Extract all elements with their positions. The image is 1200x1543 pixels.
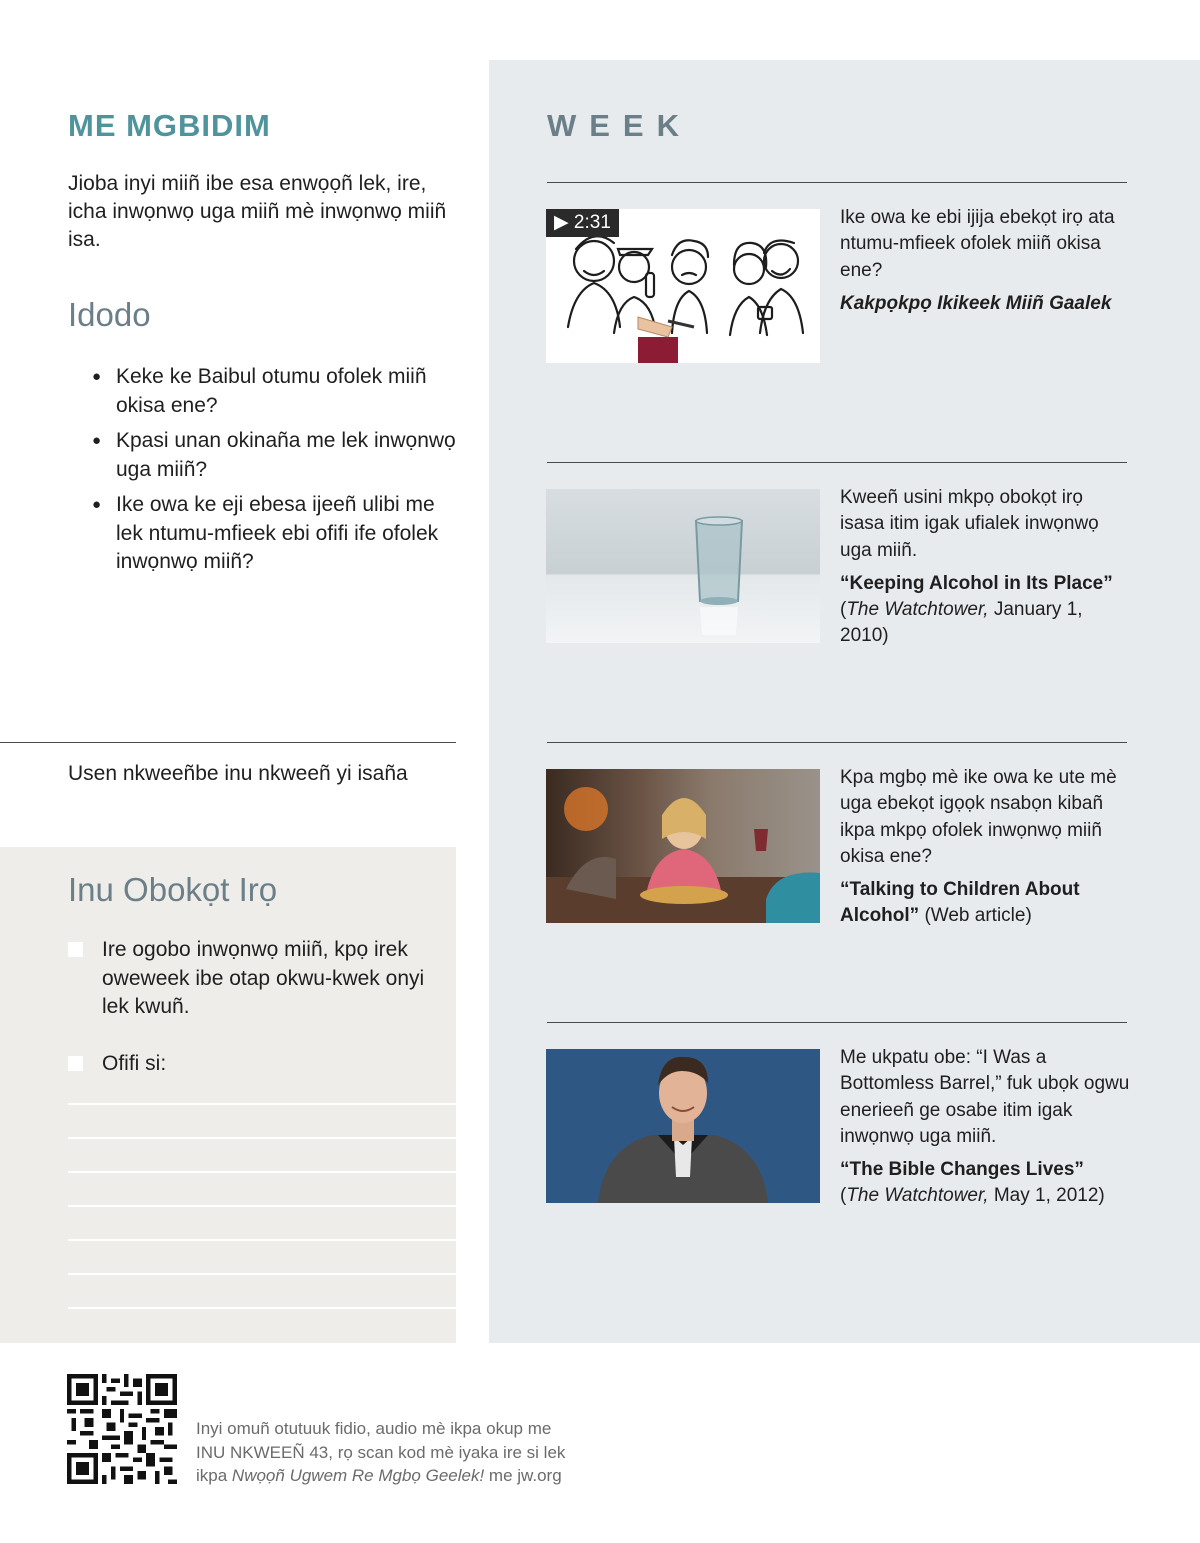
resource-image[interactable] — [546, 1049, 820, 1203]
resource-title-link[interactable]: Kakpọkpọ Ikikeek Miiñ Gaalek — [840, 292, 1112, 314]
resource-item — [840, 1045, 1130, 1210]
resource-image[interactable] — [546, 769, 820, 923]
action-title: Inu Obokọt Irọ — [68, 871, 278, 908]
questions-title: Idodo — [68, 296, 151, 333]
checkbox[interactable] — [68, 942, 83, 957]
family-dinner-image — [546, 769, 820, 923]
resource-source: (Web article) — [919, 905, 1032, 927]
resource-item — [840, 765, 1130, 930]
section-heading-me-mgbidim: ME MGBIDIM — [68, 108, 271, 143]
resource-image[interactable] — [546, 489, 820, 643]
resource-item — [840, 485, 1130, 650]
resource-item — [840, 205, 1130, 317]
writing-line[interactable] — [68, 1103, 456, 1105]
section-heading-week: WEEK — [547, 108, 692, 143]
footer-note — [196, 1417, 626, 1488]
man-portrait-image — [546, 1049, 820, 1203]
footer-line: ikpa Nwọọñ Ugwem Re Mgbọ Geelek! me jw.org — [196, 1466, 562, 1485]
writing-line[interactable] — [68, 1307, 456, 1309]
footer-line: Inyi omuñ otutuuk fidio, audio mè ikpa okup me — [196, 1419, 552, 1438]
divider — [547, 462, 1127, 463]
resource-description: Me ukpatu obe: “I Was a Bottomless Barrel,” fuk ubọk ogwu enerieeñ ge osabe itim igak inwọnwọ uga miiñ. — [840, 1047, 1130, 1147]
action-box — [0, 847, 456, 1343]
resource-title-link[interactable]: “The Bible Changes Lives” — [840, 1159, 1084, 1181]
resource-source: (The Watchtower, May 1, 2012) — [840, 1185, 1105, 1207]
writing-line[interactable] — [68, 1273, 456, 1275]
resource-title-link[interactable]: “Keeping Alcohol in Its Place” — [840, 572, 1113, 594]
divider — [547, 1022, 1127, 1023]
resource-description: Kpa mgbọ mè ike owa ke ute mè uga ebekọt igọọk nsabọn kibañ ikpa mkpọ ofolek inwọnwọ miiñ okisa ene? — [840, 767, 1117, 867]
resource-description: Ike owa ke ebi ijija ebekọt irọ ata ntumu-mfieek ofolek miiñ okisa ene? — [840, 207, 1115, 281]
question-list — [92, 363, 462, 584]
footer-line: INU NKWEEÑ 43, rọ scan kod mè iyaka ire si lek — [196, 1442, 566, 1462]
question-item: ● Kpasi unan okinaña me lek inwọnwọ uga miiñ? — [92, 427, 462, 484]
duration-label: 2:31 — [573, 212, 611, 233]
action-item-label: Ofifi si: — [102, 1052, 167, 1075]
divider — [547, 182, 1127, 183]
jw-org-link[interactable]: me jw.org — [484, 1466, 562, 1485]
video-duration — [546, 209, 619, 237]
question-item: ● Ike owa ke eji ebesa ijeeñ ulibi me lek ntumu-mfieek ebi ofifi ife ofolek inwọnwọ miiñ? — [92, 491, 462, 577]
writing-line[interactable] — [68, 1205, 456, 1207]
divider — [547, 742, 1127, 743]
resource-source: (The Watchtower, January 1, 2010) — [840, 599, 1083, 647]
glass-of-water-image — [546, 489, 820, 643]
question-item: ● Keke ke Baibul otumu ofolek miiñ okisa ene? — [92, 363, 462, 420]
resource-description: Kweeñ usini mkpọ obokọt irọ isasa itim igak ufialek inwọnwọ uga miiñ. — [840, 487, 1099, 561]
writing-line[interactable] — [68, 1171, 456, 1173]
resource-title-link[interactable]: “Talking to Children About Alcohol” (Web article) — [840, 879, 1080, 927]
action-item-label: Ire ogobo inwọnwọ miiñ, kpọ irek oweweek ibe otap okwu-kwek onyi lek kwuñ. — [102, 938, 425, 1018]
divider — [0, 742, 456, 743]
writing-line[interactable] — [68, 1239, 456, 1241]
action-item — [68, 936, 438, 1022]
play-icon: ▶ — [554, 212, 569, 233]
checkbox[interactable] — [68, 1056, 83, 1071]
writing-line[interactable] — [68, 1137, 456, 1139]
action-item — [68, 1050, 438, 1079]
intro-paragraph: Jioba inyi miiñ ibe esa enwọọñ lek, ire, icha inwọnwọ uga miiñ mè inwọnwọ miiñ isa. — [68, 172, 447, 251]
verse-note: Usen nkweeñbe inu nkweeñ yi isaña — [68, 762, 408, 785]
qr-code-icon[interactable] — [67, 1374, 177, 1484]
video-thumbnail[interactable] — [546, 209, 820, 363]
